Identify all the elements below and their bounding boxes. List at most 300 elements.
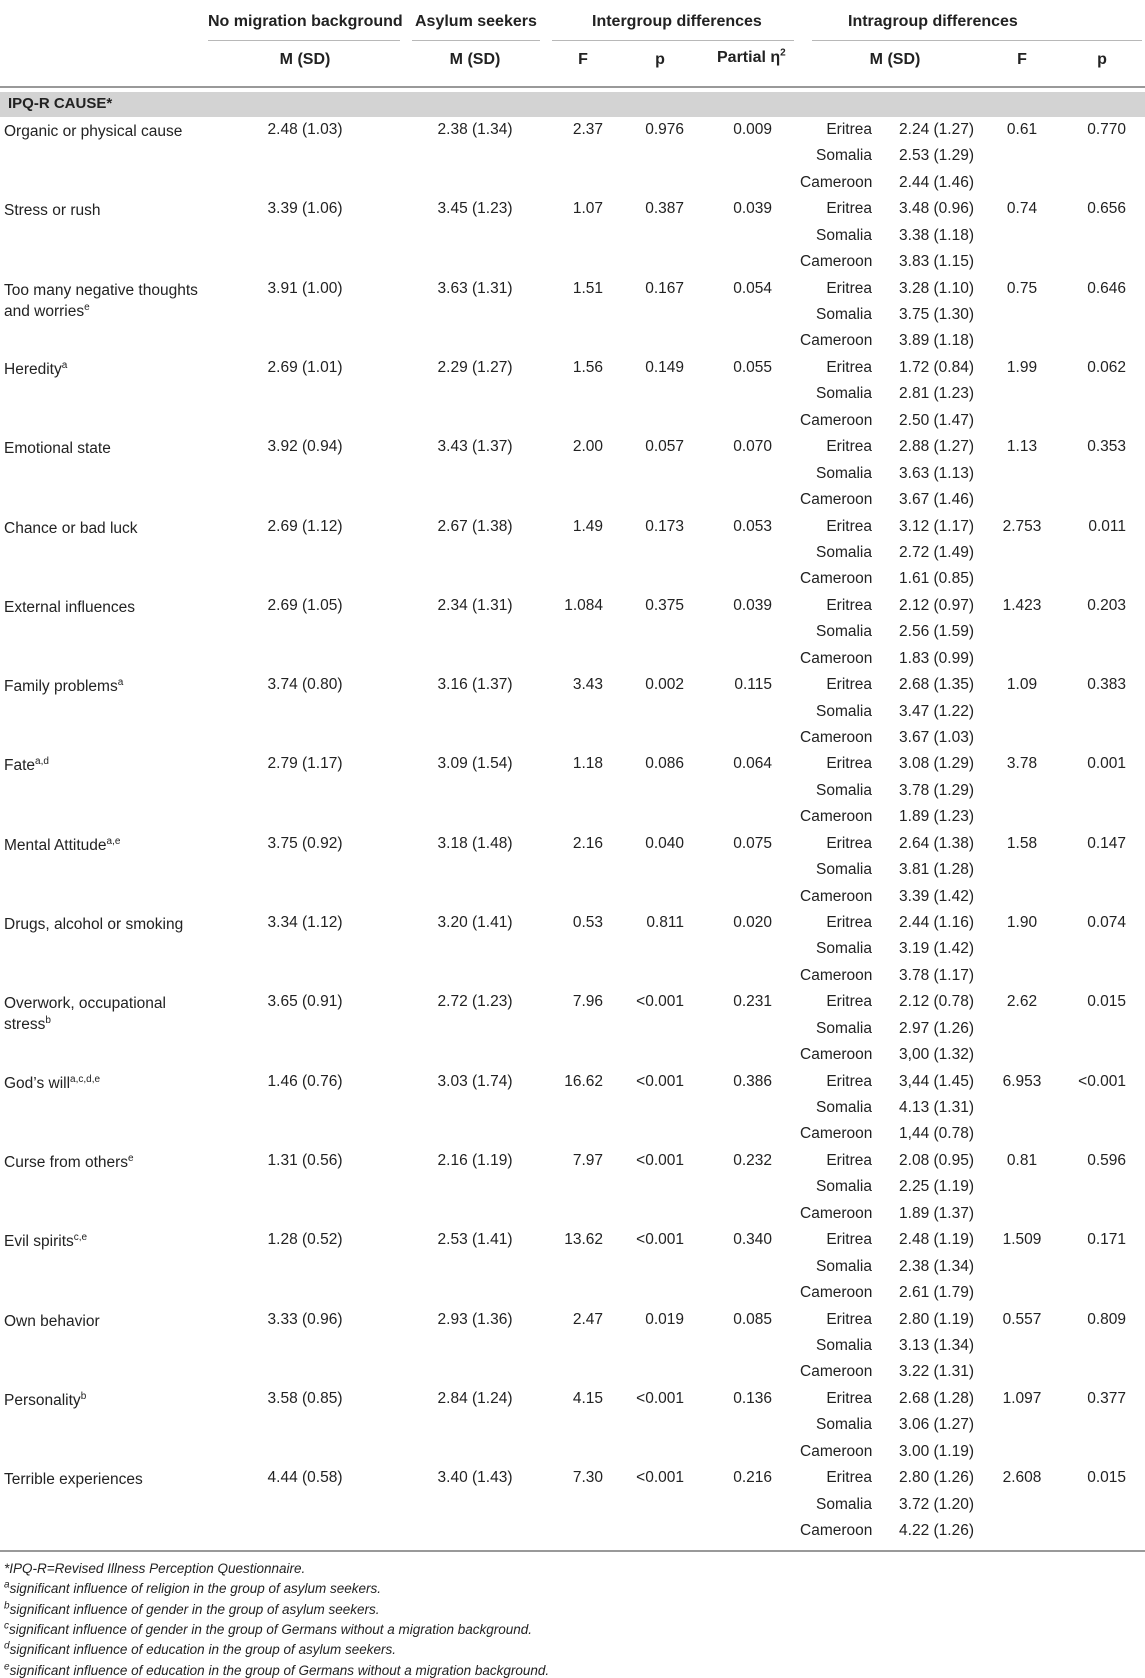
cell-inter-f: 2.47: [572, 1310, 603, 1328]
cell-intra-country: Eritrea: [826, 834, 872, 852]
cell-intra-f: 0.557: [1002, 1310, 1042, 1328]
header-no-migration: No migration background: [208, 13, 403, 30]
cell-intra-country: Eritrea: [826, 1151, 872, 1169]
cell-asylum-msd: 3.40 (1.43): [437, 1469, 513, 1487]
cell-intra-f: 2.608: [1002, 1469, 1042, 1487]
subheader-asylum-msd: M (SD): [449, 51, 501, 68]
row-label: [4, 280, 204, 322]
cell-inter-f: 1.56: [572, 358, 603, 376]
cell-intra-msd: 3.48 (0.96): [899, 200, 974, 218]
cell-intra-msd: 2.81 (1.23): [899, 385, 974, 403]
cell-intra-msd: 3.22 (1.31): [899, 1363, 974, 1381]
row-label-text: Too many negative thoughts and worries: [4, 281, 198, 320]
subheader-intra-p: p: [1097, 51, 1107, 68]
row-label: [4, 121, 204, 142]
cell-intra-msd: 3.72 (1.20): [899, 1495, 974, 1513]
cell-inter-eta: 0.231: [733, 993, 772, 1011]
cell-asylum-msd: 3.63 (1.31): [437, 279, 513, 297]
cell-inter-f: 13.62: [564, 1231, 603, 1249]
cell-nomig-msd: 3.65 (0.91): [267, 993, 343, 1011]
cell-intra-country: Somalia: [816, 147, 872, 165]
cell-intra-country: Somalia: [816, 385, 872, 403]
cell-inter-f: 1.084: [564, 596, 603, 614]
cell-inter-p: 0.040: [645, 834, 684, 852]
cell-intra-country: Cameroon: [800, 1204, 873, 1222]
cell-nomig-msd: 3.58 (0.85): [267, 1389, 343, 1407]
row-label-text: God’s will: [4, 1074, 71, 1092]
cell-intra-country: Eritrea: [826, 358, 872, 376]
cell-intra-msd: 2.80 (1.19): [899, 1310, 974, 1328]
cell-inter-eta: 0.009: [733, 121, 772, 138]
cell-intra-msd: 2.38 (1.34): [899, 1257, 974, 1275]
underline-intergroup: [552, 40, 794, 41]
cell-inter-f: 0.53: [572, 914, 603, 931]
cell-inter-eta: 0.115: [734, 676, 772, 694]
row-label-text: Chance or bad luck: [4, 519, 138, 537]
cell-inter-p: 0.019: [645, 1310, 684, 1328]
cell-intra-p: 0.770: [1087, 121, 1126, 138]
cell-intra-msd: 2.61 (1.79): [899, 1284, 974, 1301]
cell-intra-country: Cameroon: [800, 1125, 873, 1143]
cell-intra-msd: 3.78 (1.17): [899, 966, 974, 984]
row-label-text: Terrible experiences: [4, 1471, 143, 1489]
cell-intra-msd: 1,44 (0.78): [899, 1125, 974, 1143]
cell-intra-country: Somalia: [816, 1495, 872, 1513]
cell-intra-msd: 2.68 (1.35): [899, 676, 974, 694]
row-label: [4, 1073, 204, 1094]
cell-nomig-msd: 3.39 (1.06): [267, 200, 343, 218]
row-label-footnote-mark: e: [128, 1152, 134, 1164]
row-label-footnote-mark: c,e: [73, 1232, 88, 1244]
cell-inter-p: 0.976: [645, 121, 684, 138]
cell-intra-country: Eritrea: [826, 121, 872, 138]
cell-intra-country: Eritrea: [826, 993, 872, 1011]
cell-intra-msd: 2.48 (1.19): [899, 1231, 974, 1249]
cell-intra-msd: 3.89 (1.18): [899, 332, 974, 350]
cell-nomig-msd: 1.46 (0.76): [267, 1072, 343, 1090]
row-label: [4, 597, 204, 618]
cell-asylum-msd: 2.34 (1.31): [437, 596, 513, 614]
cell-inter-f: 1.07: [572, 200, 603, 218]
cell-intra-msd: 2.97 (1.26): [899, 1019, 974, 1037]
cell-intra-country: Cameroon: [800, 1363, 873, 1381]
footnote-mark: d: [4, 1640, 10, 1652]
cell-intra-f: 2.753: [1002, 517, 1042, 535]
cell-inter-eta: 0.054: [733, 279, 772, 297]
row-label-footnote-mark: a,c,d,e: [70, 1073, 101, 1085]
cell-intra-msd: 3.47 (1.22): [899, 702, 974, 720]
row-label: [4, 835, 204, 856]
cell-intra-country: Cameroon: [800, 1046, 873, 1064]
cell-nomig-msd: 3.91 (1.00): [267, 279, 343, 297]
bottom-rule: [0, 1550, 1145, 1552]
cell-intra-country: Eritrea: [826, 1389, 872, 1407]
footnote: [4, 1622, 532, 1637]
row-label-footnote-mark: a: [61, 359, 68, 371]
cell-nomig-msd: 3.34 (1.12): [267, 914, 343, 931]
cell-asylum-msd: 3.18 (1.48): [437, 834, 513, 852]
cell-intra-msd: 2.68 (1.28): [899, 1389, 974, 1407]
cell-intra-msd: 2.50 (1.47): [899, 411, 974, 429]
footnote-mark: c: [4, 1620, 9, 1632]
cell-intra-p: 0.015: [1087, 993, 1126, 1011]
subheader-nomig-msd: M (SD): [279, 51, 331, 68]
cell-inter-eta: 0.055: [733, 358, 772, 376]
cell-intra-country: Cameroon: [800, 887, 873, 905]
cell-asylum-msd: 2.84 (1.24): [437, 1389, 513, 1407]
cell-intra-msd: 3,44 (1.45): [899, 1072, 974, 1090]
row-label: [4, 755, 204, 776]
cell-intra-msd: 1.89 (1.23): [899, 808, 974, 826]
cell-asylum-msd: 2.29 (1.27): [437, 358, 513, 376]
row-label-text: Personality: [4, 1391, 81, 1409]
cell-inter-p: <0.001: [636, 1151, 684, 1169]
row-label-text: Fate: [4, 757, 36, 775]
cell-intra-msd: 3,00 (1.32): [899, 1046, 974, 1064]
cell-intra-msd: 3.39 (1.42): [899, 887, 974, 905]
cell-intra-country: Cameroon: [800, 808, 873, 826]
cell-asylum-msd: 2.53 (1.41): [437, 1231, 513, 1249]
cell-nomig-msd: 2.79 (1.17): [267, 755, 343, 773]
cell-intra-msd: 1.83 (0.99): [899, 649, 974, 667]
cell-intra-country: Somalia: [816, 702, 872, 720]
cell-intra-country: Somalia: [816, 1019, 872, 1037]
cell-intra-p: 0.011: [1088, 517, 1126, 535]
cell-intra-f: 1.13: [1006, 438, 1038, 456]
cell-inter-f: 2.16: [572, 834, 603, 852]
footnote-mark: b: [4, 1600, 10, 1612]
cell-intra-msd: 2.24 (1.27): [899, 121, 974, 138]
underline-asylum: [412, 40, 540, 41]
cell-intra-msd: 1.72 (0.84): [899, 358, 974, 376]
cell-intra-p: 0.203: [1087, 596, 1126, 614]
header-intergroup: Intergroup differences: [592, 13, 762, 30]
cell-inter-f: 7.97: [572, 1151, 603, 1169]
cell-inter-p: 0.057: [645, 438, 684, 456]
cell-inter-p: 0.167: [645, 279, 684, 297]
cell-intra-msd: 3.81 (1.28): [899, 861, 974, 879]
cell-intra-msd: 2.88 (1.27): [899, 438, 974, 456]
cell-intra-p: 0.015: [1087, 1469, 1126, 1487]
cell-intra-p: 0.353: [1087, 438, 1126, 456]
cell-inter-f: 1.51: [572, 279, 603, 297]
cell-inter-p: <0.001: [636, 993, 684, 1011]
cell-inter-eta: 0.064: [733, 755, 772, 773]
row-label-text: Overwork, occupational stress: [4, 995, 166, 1034]
row-label: [4, 1231, 204, 1252]
row-label-text: External influences: [4, 598, 135, 616]
cell-inter-f: 16.62: [564, 1072, 603, 1090]
cell-intra-f: 1.423: [1002, 596, 1042, 614]
cell-inter-p: <0.001: [636, 1389, 684, 1407]
cell-intra-msd: 2.56 (1.59): [899, 623, 974, 641]
cell-asylum-msd: 3.16 (1.37): [437, 676, 513, 694]
cell-intra-msd: 2.44 (1.46): [899, 173, 974, 191]
cell-intra-msd: 3.38 (1.18): [899, 226, 974, 244]
cell-inter-f: 7.30: [572, 1469, 603, 1487]
cell-intra-msd: 3.67 (1.46): [899, 491, 974, 508]
cell-asylum-msd: 3.45 (1.23): [437, 200, 513, 218]
cell-intra-country: Somalia: [816, 543, 872, 561]
cell-intra-country: Somalia: [816, 464, 872, 482]
cell-intra-country: Eritrea: [826, 200, 872, 218]
row-label-text: Stress or rush: [4, 202, 101, 220]
cell-intra-msd: 1.89 (1.37): [899, 1204, 974, 1222]
cell-intra-country: Eritrea: [826, 279, 872, 297]
cell-intra-msd: 2.12 (0.97): [899, 596, 974, 614]
footnote-text: *IPQ-R=Revised Illness Perception Questionnaire.: [4, 1561, 306, 1576]
cell-intra-country: Eritrea: [826, 596, 872, 614]
row-label-footnote-mark: b: [45, 1015, 51, 1027]
footnote-mark: a: [4, 1579, 10, 1591]
cell-intra-country: Eritrea: [826, 1231, 872, 1249]
cell-intra-country: Somalia: [816, 1336, 872, 1354]
cell-intra-country: Somalia: [816, 1257, 872, 1275]
cell-asylum-msd: 3.20 (1.41): [437, 914, 513, 931]
row-label: [4, 518, 204, 539]
header-intragroup: Intragroup differences: [848, 13, 1018, 30]
cell-inter-p: 0.002: [645, 676, 684, 694]
cell-inter-p: <0.001: [636, 1072, 684, 1090]
cell-intra-msd: 2.12 (0.78): [899, 993, 974, 1011]
row-label-text: Organic or physical cause: [4, 123, 183, 140]
cell-inter-p: 0.173: [645, 517, 684, 535]
cell-intra-msd: 2.44 (1.16): [899, 914, 974, 931]
cell-intra-msd: 1.61 (0.85): [899, 570, 974, 588]
cell-inter-p: 0.086: [645, 755, 684, 773]
row-label-text: Mental Attitude: [4, 836, 107, 854]
cell-nomig-msd: 3.75 (0.92): [267, 834, 343, 852]
cell-inter-p: 0.149: [645, 358, 684, 376]
cell-inter-eta: 0.070: [733, 438, 772, 456]
row-label: [4, 914, 204, 935]
footnote-text: significant influence of religion in the group of asylum seekers.: [9, 1581, 382, 1597]
row-label-footnote-mark: e: [84, 301, 90, 313]
cell-intra-p: 0.171: [1087, 1231, 1126, 1249]
cell-intra-p: 0.383: [1087, 676, 1126, 694]
cell-intra-msd: 2.25 (1.19): [899, 1178, 974, 1196]
cell-intra-f: 1.90: [1006, 914, 1038, 931]
cell-intra-country: Cameroon: [800, 253, 873, 271]
section-label: IPQ-R CAUSE*: [8, 95, 113, 112]
cell-nomig-msd: 2.69 (1.12): [267, 517, 343, 535]
cell-intra-p: 0.147: [1087, 834, 1126, 852]
cell-inter-f: 4.15: [572, 1389, 603, 1407]
cell-intra-f: 0.61: [1006, 121, 1038, 138]
cell-intra-p: 0.377: [1087, 1389, 1126, 1407]
cell-intra-msd: 3.78 (1.29): [899, 781, 974, 799]
cell-intra-f: 3.78: [1006, 755, 1038, 773]
row-label: [4, 1390, 204, 1411]
cell-asylum-msd: 2.16 (1.19): [437, 1151, 513, 1169]
cell-intra-country: Eritrea: [826, 1310, 872, 1328]
cell-nomig-msd: 1.28 (0.52): [267, 1231, 343, 1249]
row-label-text: Curse from others: [4, 1153, 129, 1171]
cell-inter-p: 0.811: [646, 914, 684, 931]
cell-asylum-msd: 2.38 (1.34): [437, 121, 513, 138]
row-label: [4, 676, 204, 697]
cell-intra-f: 0.81: [1006, 1151, 1038, 1169]
subheader-p: p: [655, 51, 665, 68]
cell-intra-msd: 2.64 (1.38): [899, 834, 974, 852]
row-label-text: Drugs, alcohol or smoking: [4, 916, 184, 933]
cell-inter-f: 3.43: [572, 676, 603, 694]
footnote: [4, 1642, 396, 1657]
cell-intra-msd: 3.13 (1.34): [899, 1336, 974, 1354]
footnote: [4, 1561, 305, 1576]
cell-intra-p: 0.596: [1087, 1151, 1126, 1169]
footnote-text: significant influence of gender in the group of Germans without a migration background.: [9, 1621, 533, 1637]
cell-intra-country: Somalia: [816, 1178, 872, 1196]
cell-inter-eta: 0.340: [733, 1231, 772, 1249]
cell-intra-country: Somalia: [816, 226, 872, 244]
cell-intra-f: 0.75: [1006, 279, 1038, 297]
cell-inter-f: 1.49: [572, 517, 603, 535]
underline-intragroup: [812, 40, 1142, 41]
cell-inter-eta: 0.386: [733, 1072, 772, 1090]
cell-intra-p: 0.001: [1087, 755, 1126, 773]
cell-intra-country: Somalia: [816, 940, 872, 958]
row-label-footnote-mark: a: [117, 676, 124, 688]
cell-intra-country: Cameroon: [800, 966, 873, 984]
cell-intra-country: Somalia: [816, 1099, 872, 1116]
cell-intra-f: 2.62: [1006, 993, 1038, 1011]
row-label: [4, 1469, 204, 1490]
cell-intra-country: Cameroon: [800, 1442, 873, 1460]
cell-inter-p: <0.001: [636, 1231, 684, 1249]
cell-intra-country: Somalia: [816, 861, 872, 879]
cell-intra-msd: 2.53 (1.29): [899, 147, 974, 165]
cell-nomig-msd: 3.74 (0.80): [267, 676, 343, 694]
cell-intra-f: 1.097: [1002, 1389, 1042, 1407]
cell-inter-eta: 0.136: [733, 1389, 772, 1407]
cell-asylum-msd: 3.43 (1.37): [437, 438, 513, 456]
cell-inter-p: 0.387: [645, 200, 684, 218]
cell-intra-f: 1.99: [1006, 358, 1038, 376]
footnote-text: significant influence of gender in the group of asylum seekers.: [9, 1601, 380, 1617]
cell-intra-f: 1.09: [1006, 676, 1038, 694]
row-label-text: Heredity: [4, 360, 62, 378]
row-label-footnote-mark: a,d: [35, 756, 49, 768]
cell-intra-msd: 3.00 (1.19): [899, 1442, 974, 1460]
cell-asylum-msd: 2.72 (1.23): [437, 993, 513, 1011]
cell-intra-f: 1.509: [1002, 1231, 1042, 1249]
row-label: [4, 359, 204, 380]
cell-inter-eta: 0.216: [733, 1469, 772, 1487]
cell-nomig-msd: 2.69 (1.05): [267, 596, 343, 614]
cell-intra-country: Cameroon: [800, 1521, 873, 1539]
row-label-footnote-mark: a,e: [106, 835, 121, 847]
row-label: [4, 200, 204, 221]
cell-intra-country: Cameroon: [800, 649, 873, 667]
cell-inter-eta: 0.020: [733, 914, 772, 931]
cell-asylum-msd: 3.03 (1.74): [437, 1072, 513, 1090]
cell-nomig-msd: 4.44 (0.58): [267, 1469, 343, 1487]
cell-intra-msd: 4.22 (1.26): [899, 1521, 974, 1539]
cell-intra-msd: 2.08 (0.95): [899, 1151, 974, 1169]
cell-intra-country: Cameroon: [800, 728, 873, 746]
cell-intra-msd: 3.06 (1.27): [899, 1416, 974, 1434]
footnote: [4, 1581, 381, 1596]
row-label-text: Family problems: [4, 678, 118, 696]
cell-intra-msd: 3.67 (1.03): [899, 728, 974, 746]
cell-inter-f: 7.96: [572, 993, 603, 1011]
row-label: [4, 1311, 204, 1332]
cell-intra-country: Somalia: [816, 623, 872, 641]
cell-intra-msd: 2.72 (1.49): [899, 543, 974, 561]
footnote-text: significant influence of education in the group of Germans without a migration background.: [9, 1662, 550, 1678]
section-header: [0, 92, 1145, 117]
cell-inter-f: 2.37: [572, 121, 603, 138]
cell-inter-eta: 0.085: [733, 1310, 772, 1328]
footnote: [4, 1602, 380, 1617]
cell-intra-country: Eritrea: [826, 755, 872, 773]
row-label-text: Own behavior: [4, 1312, 100, 1330]
cell-intra-msd: 3.28 (1.10): [899, 279, 974, 297]
subheader-partial-eta: Partial $\eta^2$: [717, 47, 786, 66]
cell-inter-p: 0.375: [645, 596, 684, 614]
cell-intra-country: Somalia: [816, 1416, 872, 1434]
cell-intra-country: Cameroon: [800, 332, 873, 350]
cell-intra-f: 1.58: [1006, 834, 1038, 852]
cell-intra-msd: 3.63 (1.13): [899, 464, 974, 482]
cell-intra-f: 6.953: [1002, 1072, 1042, 1090]
cell-nomig-msd: 2.48 (1.03): [267, 121, 343, 138]
cell-inter-p: <0.001: [636, 1469, 684, 1487]
cell-intra-msd: 2.80 (1.26): [899, 1469, 974, 1487]
cell-inter-eta: 0.075: [733, 834, 772, 852]
cell-intra-country: Cameroon: [800, 491, 873, 508]
cell-asylum-msd: 2.93 (1.36): [437, 1310, 513, 1328]
row-label-text: Emotional state: [4, 440, 111, 458]
cell-inter-eta: 0.053: [733, 517, 772, 535]
row-label: [4, 1152, 204, 1173]
cell-intra-country: Eritrea: [826, 1469, 872, 1487]
subheader-intra-msd: M (SD): [869, 51, 921, 68]
footnote-text: significant influence of education in the group of asylum seekers.: [9, 1642, 397, 1658]
subheader-f: F: [578, 51, 588, 68]
cell-intra-p: 0.062: [1087, 358, 1126, 376]
cell-inter-f: 2.00: [572, 438, 603, 456]
row-label-footnote-mark: b: [80, 1390, 87, 1402]
cell-intra-country: Eritrea: [826, 517, 872, 535]
cell-intra-country: Cameroon: [800, 411, 873, 429]
cell-intra-msd: 3.75 (1.30): [899, 306, 974, 323]
cell-intra-country: Eritrea: [826, 676, 872, 694]
row-label: [4, 993, 204, 1035]
cell-intra-country: Eritrea: [826, 914, 872, 931]
cell-intra-p: 0.656: [1087, 200, 1126, 218]
cell-intra-country: Eritrea: [826, 1072, 872, 1090]
row-label: [4, 438, 204, 459]
cell-nomig-msd: 3.33 (0.96): [267, 1310, 343, 1328]
cell-nomig-msd: 3.92 (0.94): [267, 438, 343, 456]
cell-intra-country: Cameroon: [800, 570, 873, 588]
cell-intra-p: 0.809: [1087, 1310, 1126, 1328]
cell-intra-country: Cameroon: [800, 173, 873, 191]
cell-inter-eta: 0.039: [733, 596, 772, 614]
cell-asylum-msd: 3.09 (1.54): [437, 755, 513, 773]
subheader-intra-f: F: [1017, 51, 1027, 68]
cell-intra-country: Cameroon: [800, 1284, 873, 1301]
cell-intra-p: 0.646: [1087, 279, 1126, 297]
header-rule: [0, 86, 1145, 88]
cell-inter-f: 1.18: [572, 755, 603, 773]
cell-intra-msd: 3.12 (1.17): [899, 517, 974, 535]
cell-nomig-msd: 2.69 (1.01): [267, 358, 343, 376]
underline-no-migration: [208, 40, 400, 41]
cell-nomig-msd: 1.31 (0.56): [267, 1151, 343, 1169]
